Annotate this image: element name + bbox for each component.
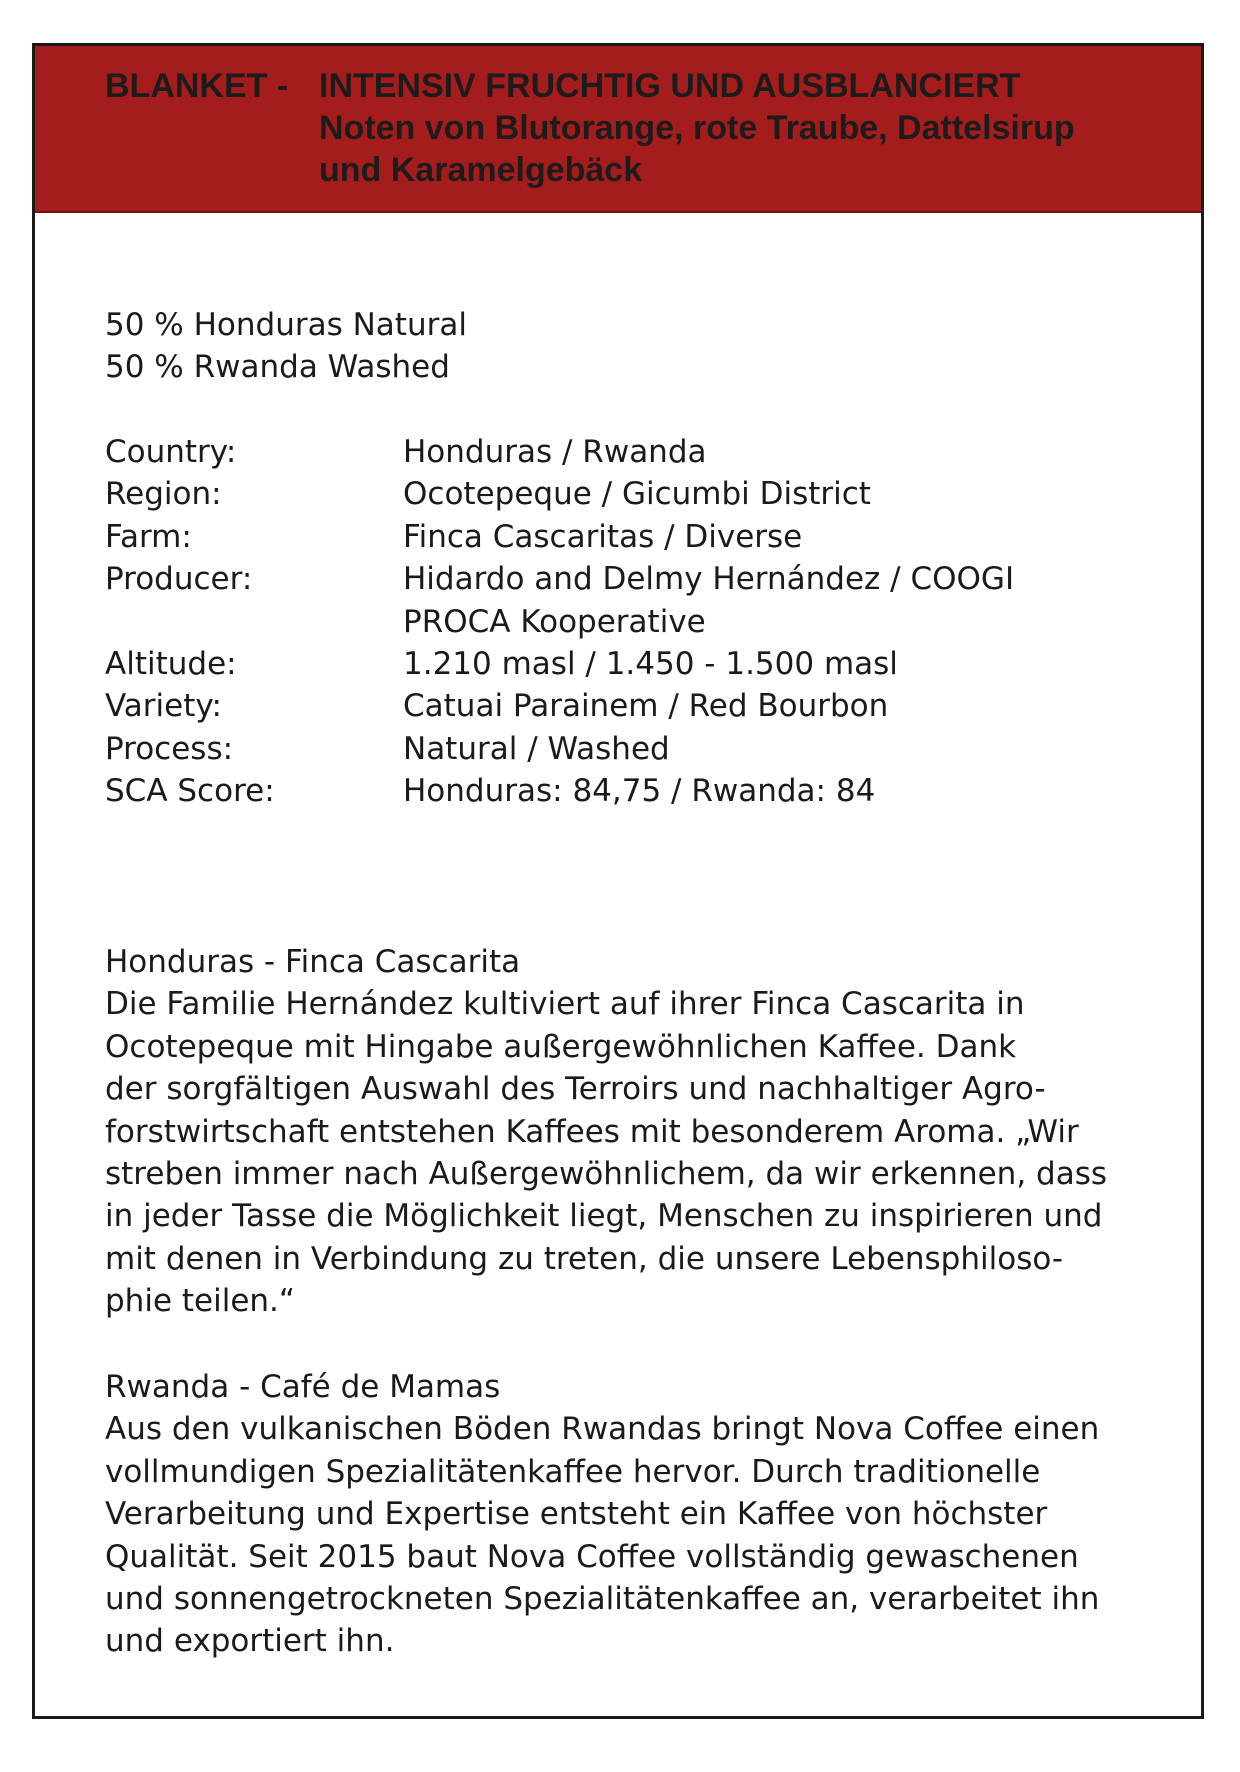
spec-value: Finca Cascaritas / Diverse <box>403 518 803 555</box>
tasting-notes-line-2: und Karamelgebäck <box>319 151 643 189</box>
blend-composition <box>105 304 467 389</box>
spec-row-farm <box>105 516 1155 558</box>
section-body: Aus den vulkanischen Böden Rwandas bringt Nova Coffee einen vollmundigen Spezialitätenkaffee hervor. Durch traditionelle Verarbeitung und Expertise entsteht ein Kaffee von höchster Qualität. Seit 2015 baut Nova Coffee vollständig gewaschenen und sonnengetrockneten Spezialitätenkaffee an, verarbeitet ihn und exportiert ihn. <box>105 1411 1100 1660</box>
spec-label: Farm: <box>105 518 192 555</box>
product-card <box>32 43 1204 1719</box>
section-body: Die Familie Hernández kultiviert auf ihrer Finca Cascarita in Ocotepeque mit Hingabe außergewöhnlichen Kaffee. Dank der sorgfältigen Auswahl des Terroirs und nachhaltiger Agro- forstwirtschaft entstehen Kaffees mit besonderem Aroma. „Wir streben immer nach Außergewöhnlichem, da wir erkennen, dass in jeder Tasse die Möglichkeit liegt, Menschen zu inspirieren und mit denen in Verbindung zu treten, die unsere Lebensphiloso- phie teilen.“ <box>105 986 1108 1320</box>
spec-label: SCA Score: <box>105 773 275 810</box>
blend-item-honduras: 50 % Honduras Natural <box>105 307 467 343</box>
tasting-notes-line-1: Noten von Blutorange, rote Traube, Dattelsirup <box>319 109 1075 147</box>
spec-label: Producer: <box>105 561 253 598</box>
blend-item-rwanda: 50 % Rwanda Washed <box>105 349 450 386</box>
spec-label: Altitude: <box>105 646 237 683</box>
spec-value: Natural / Washed <box>403 730 670 767</box>
spec-row-country <box>105 431 1155 473</box>
spec-row-producer <box>105 558 1155 643</box>
spec-row-altitude <box>105 643 1155 685</box>
section-rwanda <box>105 1366 1155 1663</box>
spec-value: Honduras / Rwanda <box>403 434 707 470</box>
spec-label: Process: <box>105 730 234 767</box>
spec-value: Hidardo and Delmy Hernández / COOGI PROCA Kooperative <box>403 561 1015 640</box>
spec-row-region <box>105 473 1155 515</box>
product-title: INTENSIV FRUCHTIG UND AUSBLANCIERT <box>319 67 1021 105</box>
card-header <box>35 46 1201 213</box>
section-title: Honduras - Finca Cascarita <box>105 944 521 980</box>
spec-value: 1.210 masl / 1.450 - 1.500 masl <box>403 646 898 683</box>
spec-value: Ocotepeque / Gicumbi District <box>403 476 871 513</box>
spec-row-sca-score <box>105 770 1155 812</box>
spec-row-process <box>105 728 1155 770</box>
spec-label: Country: <box>105 434 237 470</box>
product-name: BLANKET - <box>105 67 289 105</box>
spec-value: Honduras: 84,75 / Rwanda: 84 <box>403 773 876 810</box>
section-title: Rwanda - Café de Mamas <box>105 1369 501 1405</box>
section-honduras <box>105 941 1155 1323</box>
spec-value: Catuai Parainem / Red Bourbon <box>403 688 889 725</box>
spec-table <box>105 431 1155 813</box>
spec-label: Variety: <box>105 688 222 725</box>
spec-row-variety <box>105 685 1155 727</box>
spec-label: Region: <box>105 476 222 513</box>
